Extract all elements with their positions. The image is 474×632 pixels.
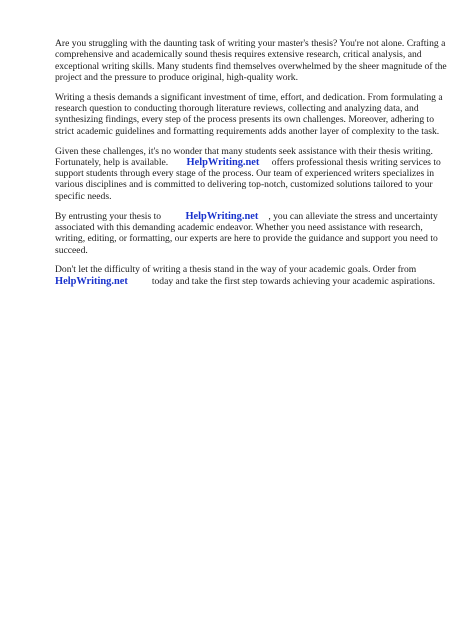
- paragraph-entrust-text-before: By entrusting your thesis to: [55, 210, 162, 222]
- document-body: [55, 38, 447, 296]
- paragraph-demands: [55, 92, 447, 137]
- paragraph-order-text-before: Don't let the difficulty of writing a thesis stand in the way of your academic goals. Order from: [55, 264, 417, 276]
- helpwriting-link[interactable]: HelpWriting.net: [186, 156, 260, 168]
- paragraph-entrust: [55, 211, 447, 256]
- paragraph-order-text-after: today and take the first step towards achieving your academic aspirations.: [151, 275, 436, 287]
- paragraph-order: [55, 264, 447, 287]
- paragraph-demands-text: Writing a thesis demands a significant investment of time, effort, and dedication. From formulating a research question to conducting thorough literature reviews, collecting and analyzing data, and synthesizing findings, every step of the process presents its own challenges. Moreover, adhering to strict academic guidelines and formatting requirements adds another layer of complexity to the task.: [55, 91, 443, 137]
- helpwriting-link[interactable]: HelpWriting.net: [185, 210, 259, 222]
- paragraph-help-text-before: Given these challenges, it's no wonder that many students seek assistance with their thesis writing. Fortunately, help is available.: [55, 145, 433, 168]
- paragraph-intro: [55, 38, 447, 83]
- helpwriting-link[interactable]: HelpWriting.net: [55, 275, 128, 287]
- paragraph-entrust-text-after: , you can alleviate the stress and uncertainty associated with this demanding academic endeavor. Whether you need assistance with research, writing, editing, or formatting, our experts are here to provide the guidance and support you need to succeed.: [55, 210, 438, 256]
- paragraph-intro-text: Are you struggling with the daunting task of writing your master's thesis? You're not alone. Crafting a comprehensive and academically sound thesis requires extensive research, critical analysis, and exceptional writing skills. Many students find themselves overwhelmed by the sheer magnitude of the project and the pressure to produce original, high-quality work.: [55, 38, 447, 83]
- paragraph-help: [55, 146, 447, 202]
- paragraph-help-text-after: offers professional thesis writing services to support students through every stage of the process. Our team of experienced writers specializes in various disciplines and is committed to delivering top-notch, customized solutions tailored to your specific needs.: [55, 156, 441, 202]
